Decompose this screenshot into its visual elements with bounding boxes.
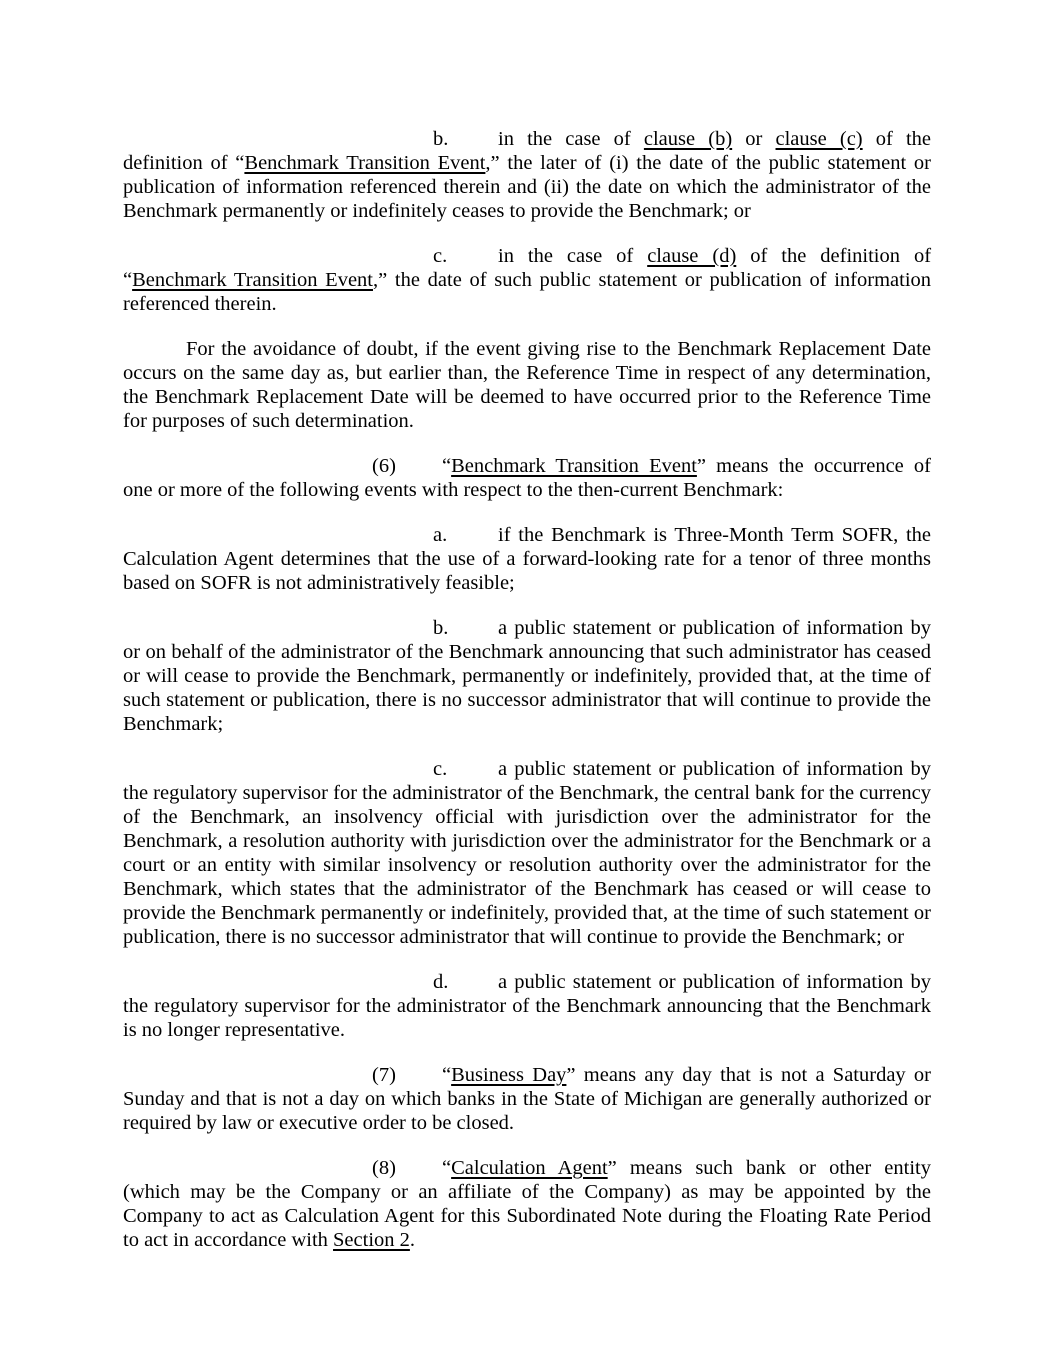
text-run: a public statement or publication of information by the regulatory supervisor for the administrator of the Benchmark, the central bank for the currency of the Benchmark, an insolvency official with jurisdiction over the administrator for the Benchmark, a resolution authority with jurisdiction over the administrator for the Benchmark or a court or an entity with similar insolvency or resolution authority over the administrator for the Benchmark, which states that the administrator of the Benchmark has ceased or will cease to provide the Benchmark permanently or indefinitely, provided that, at the time of such statement or publication, there is no successor administrator that will continue to provide the Benchmark; or <box>123 758 931 948</box>
text-run: a public statement or publication of information by the regulatory supervisor for the administrator of the Benchmark announcing that the Benchmark is no longer representative. <box>123 971 931 1041</box>
paragraph-6 <box>123 616 931 736</box>
paragraph-8 <box>123 970 931 1042</box>
list-label: (7) <box>372 1064 396 1086</box>
underlined-term: clause (d) <box>647 245 737 267</box>
text-run: of the definition of “ <box>123 128 932 174</box>
list-label: (6) <box>372 455 396 477</box>
list-label: a. <box>433 524 448 546</box>
text-run: if the Benchmark is Three-Month Term SOFR, the Calculation Agent determines that the use of a forward-looking rate for a tenor of three months based on SOFR is not administratively feasible; <box>123 524 931 594</box>
underlined-term: Benchmark Transition Event <box>451 455 697 477</box>
underlined-term: Calculation Agent <box>451 1157 608 1179</box>
underlined-term: Section 2 <box>333 1229 410 1251</box>
list-label: b. <box>433 128 449 150</box>
text-run: ,” the date of such public statement or publication of information referenced therein. <box>123 269 932 315</box>
text-run: a public statement or publication of information by or on behalf of the administrator of the Benchmark announcing that such administrator has ceased or will cease to provide the Benchmark, permanently or indefinitely, provided that, at the time of such statement or publication, there is no successor administrator that will continue to provide the Benchmark; <box>123 617 931 735</box>
text-run: “ <box>442 1157 452 1179</box>
paragraph-9 <box>123 1063 931 1135</box>
paragraph-10 <box>123 1156 931 1252</box>
paragraph-1 <box>123 127 931 223</box>
paragraph-4 <box>123 454 931 502</box>
list-label: (8) <box>372 1157 396 1179</box>
text-run: ” means such bank or other entity (which may be the Company or an affiliate of the Company) as may be appointed by the Company to act as Calculation Agent for this Subordinated Note during the Floating Rate Period to act in accordance with <box>123 1157 931 1251</box>
paragraph-5 <box>123 523 931 595</box>
text-run: in the case of <box>498 128 644 150</box>
underlined-term: Benchmark Transition Event <box>132 269 373 291</box>
underlined-term: clause (b) <box>643 128 733 150</box>
text-run: ” means the occurrence of one or more of the following events with respect to the then-current Benchmark: <box>123 455 931 501</box>
text-run: of the definition of “ <box>123 245 932 291</box>
underlined-term: Benchmark Transition Event <box>244 152 486 174</box>
text-run: in the case of <box>498 245 648 267</box>
list-label: c. <box>433 245 448 267</box>
text-run: For the avoidance of doubt, if the event giving rise to the Benchmark Replacement Date occurs on the same day as, but earlier than, the Reference Time in respect of any determination, the Benchmark Replacement Date will be deemed to have occurred prior to the Reference Time for purposes of such determination. <box>123 338 931 432</box>
paragraph-3 <box>123 337 931 433</box>
paragraph-7 <box>123 757 931 949</box>
text-run: . <box>409 1229 416 1251</box>
list-label: b. <box>433 617 449 639</box>
underlined-term: clause (c) <box>775 128 863 150</box>
list-label: d. <box>433 971 449 993</box>
text-run: “ <box>442 455 452 477</box>
text-run: or <box>732 128 776 150</box>
text-run: “ <box>442 1064 452 1086</box>
paragraph-2 <box>123 244 931 316</box>
text-run: ,” the later of (i) the date of the public statement or publication of information referenced therein and (ii) the date on which the administrator of the Benchmark permanently or indefinitely ceases to provide the Benchmark; or <box>123 152 932 222</box>
underlined-term: Business Day <box>451 1064 567 1086</box>
text-run: ” means any day that is not a Saturday or Sunday and that is not a day on which banks in the State of Michigan are generally authorized or required by law or executive order to be closed. <box>123 1064 931 1134</box>
list-label: c. <box>433 758 448 780</box>
